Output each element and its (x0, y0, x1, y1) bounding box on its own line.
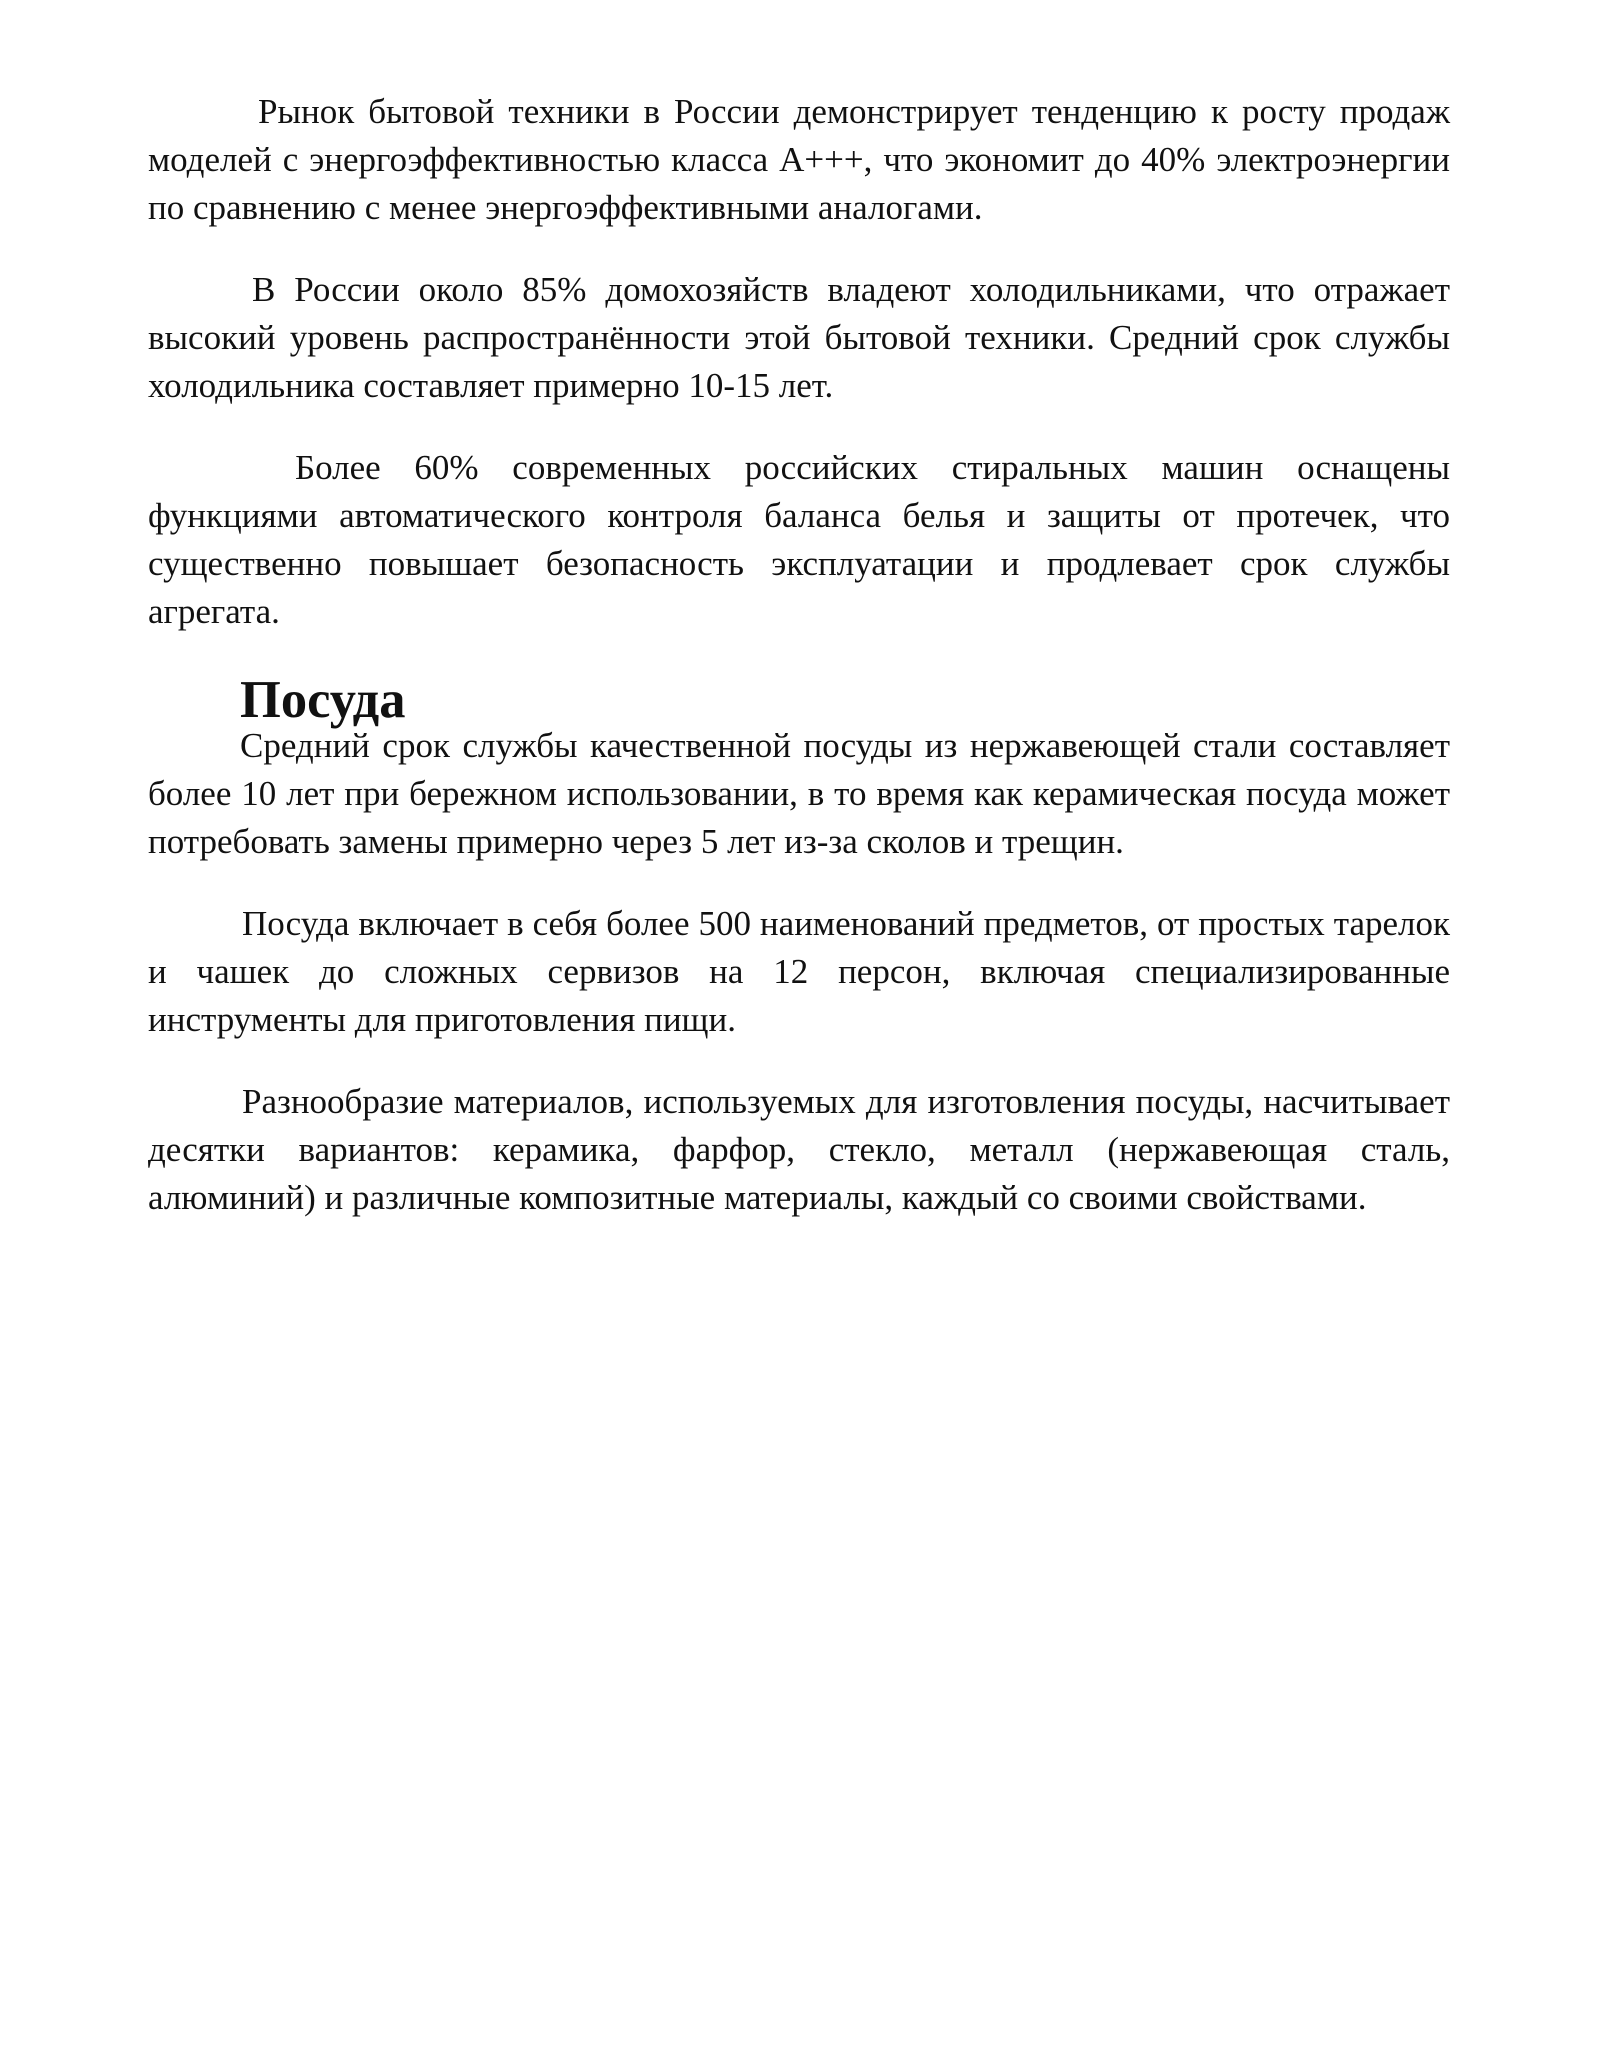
paragraph-dishware-lifespan: Средний срок службы качественной посуды из нержавеющей стали составляет более 10 лет при бережном использовании, в то время как керамическая посуда может потребовать замены примерно через 5 лет из-за сколов и трещин. (148, 726, 1450, 861)
paragraph-dishware-items: Посуда включает в себя более 500 наименований предметов, от простых тарелок и чашек до сложных сервизов на 12 персон, включая специализированные инструменты для приготовления пищи. (148, 904, 1450, 1039)
section-heading-dishware: Посуда (240, 671, 406, 729)
paragraph-refrigerators: В России около 85% домохозяйств владеют холодильниками, что отражает высокий уровень распространённости этой бытовой техники. Средний срок службы холодильника составляет примерно 10-15 лет. (148, 270, 1450, 405)
paragraph-washing-machines: Более 60% современных российских стиральных машин оснащены функциями автоматического контроля баланса белья и защиты от протечек, что существенно повышает безопасность эксплуатации и продлевает срок службы агрегата. (148, 448, 1450, 631)
paragraph-appliance-market: Рынок бытовой техники в России демонстрирует тенденцию к росту продаж моделей с энергоэффективностью класса А+++, что экономит до 40% электроэнергии по сравнению с менее энергоэффективными аналогами. (148, 92, 1450, 227)
document-body (148, 88, 1450, 1256)
paragraph-dishware-materials: Разнообразие материалов, используемых для изготовления посуды, насчитывает десятки вариантов: керамика, фарфор, стекло, металл (нержавеющая сталь, алюминий) и различные композитные материалы, каждый со своими свойствами. (148, 1082, 1450, 1217)
